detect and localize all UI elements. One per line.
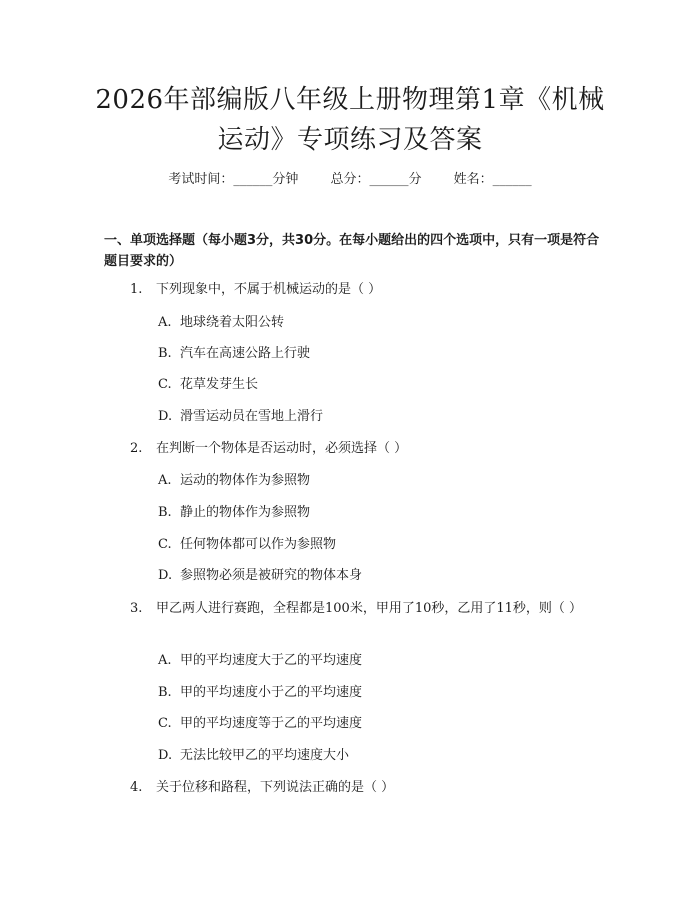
option-text: 汽车在高速公路上行驶 (180, 346, 311, 361)
q1-option-d (158, 407, 323, 427)
option-text: 甲的平均速度大于乙的平均速度 (180, 653, 363, 668)
q1-option-b (158, 344, 310, 364)
title-line-1: 2026年部编版八年级上册物理第1章《机械 (95, 85, 605, 115)
exam-meta (0, 168, 700, 187)
option-letter: C. (158, 537, 172, 552)
option-text: 滑雪运动员在雪地上滑行 (180, 409, 324, 424)
question-stem: 下列现象中，不属于机械运动的是（ ） (156, 282, 382, 297)
option-text: 静止的物体作为参照物 (180, 505, 311, 520)
option-text: 参照物必须是被研究的物体本身 (180, 568, 363, 583)
q2-option-c (158, 535, 336, 555)
option-letter: B. (158, 505, 172, 520)
q3-option-b (158, 683, 362, 703)
question-3 (104, 597, 604, 621)
question-number: 2. (130, 441, 143, 456)
q3-option-a (158, 651, 362, 671)
question-stem: 在判断一个物体是否运动时，必须选择（ ） (156, 441, 408, 456)
q2-option-a (158, 471, 310, 491)
option-text: 甲的平均速度等于乙的平均速度 (180, 716, 363, 731)
q1-option-a (158, 313, 284, 333)
option-letter: B. (158, 346, 172, 361)
q3-option-c (158, 714, 362, 734)
option-text: 地球绕着太阳公转 (180, 315, 285, 330)
q1-option-c (158, 375, 258, 395)
option-letter: D. (158, 748, 173, 763)
option-letter: A. (158, 315, 172, 330)
question-stem: 甲乙两人进行赛跑，全程都是100米，甲用了10秒，乙用了11秒，则（ ） (156, 601, 583, 616)
q2-option-b (158, 503, 310, 523)
option-text: 甲的平均速度小于乙的平均速度 (180, 685, 363, 700)
option-letter: A. (158, 473, 172, 488)
option-text: 任何物体都可以作为参照物 (180, 537, 337, 552)
exam-score: 总分：______分 (330, 172, 422, 187)
exam-time: 考试时间：______分钟 (168, 172, 299, 187)
option-letter: C. (158, 377, 172, 392)
question-stem: 关于位移和路程，下列说法正确的是（ ） (156, 780, 395, 795)
question-number: 4. (130, 780, 143, 795)
q2-option-d (158, 566, 362, 586)
option-text: 运动的物体作为参照物 (180, 473, 311, 488)
option-text: 无法比较甲乙的平均速度大小 (180, 748, 350, 763)
document-title (60, 80, 640, 160)
option-letter: D. (158, 409, 173, 424)
exam-name: 姓名：______ (453, 172, 532, 187)
question-4 (104, 776, 604, 800)
option-text: 花草发芽生长 (180, 377, 259, 392)
q3-option-d (158, 746, 349, 766)
question-1 (104, 278, 604, 302)
option-letter: B. (158, 685, 172, 700)
title-line-2: 运动》专项练习及答案 (217, 125, 483, 155)
question-2 (104, 437, 604, 461)
question-number: 1. (130, 282, 143, 297)
option-letter: C. (158, 716, 172, 731)
option-letter: A. (158, 653, 172, 668)
question-number: 3. (130, 601, 143, 616)
option-letter: D. (158, 568, 173, 583)
section-heading: 一、单项选择题（每小题3分，共30分。在每小题给出的四个选项中，只有一项是符合题目要求的） (104, 233, 600, 269)
